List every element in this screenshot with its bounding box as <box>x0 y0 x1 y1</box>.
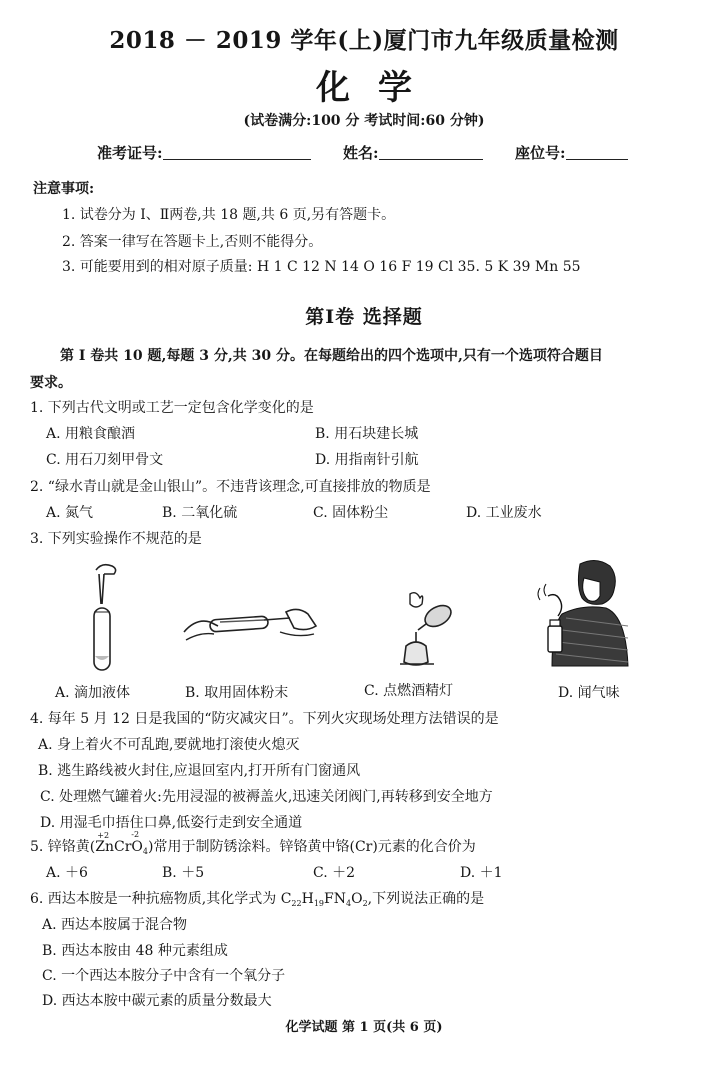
figure-taking-powder <box>180 592 320 652</box>
q3-option-d: D. 闻气味 <box>558 685 620 701</box>
section-title: 第Ⅰ卷 选择题 <box>305 306 423 328</box>
q6-formula-o-count: 2 <box>362 899 368 908</box>
q2-option-d: D. 工业废水 <box>466 505 542 521</box>
figure-dropping-liquid <box>80 560 130 680</box>
q5-option-b: B. ＋5 <box>162 865 205 881</box>
q2-option-a: A. 氮气 <box>46 505 94 521</box>
q4-option-b: B. 逃生路线被火封住,应退回室内,打开所有门窗通风 <box>38 763 361 779</box>
exam-title: 2018 － 2019 学年(上)厦门市九年级质量检测 <box>109 27 619 54</box>
page-footer: 化学试题 第 1 页(共 6 页) <box>285 1020 443 1035</box>
q5-option-c: C. ＋2 <box>313 865 356 881</box>
q4-option-c: C. 处理燃气罐着火:先用浸湿的被褥盖火,迅速关闭阀门,再转移到安全地方 <box>40 789 493 805</box>
name-label: 姓名: <box>343 144 379 162</box>
q5-stem-post: )常用于制防锈涂料。锌铬黄中铬(Cr)元素的化合价为 <box>148 839 476 855</box>
figure-smelling-gas <box>532 556 632 672</box>
q6-formula-h-count: 19 <box>313 899 325 908</box>
subject-char-2: 学 <box>378 68 412 108</box>
q4-option-a: A. 身上着火不可乱跑,要就地打滚使火熄灭 <box>38 737 300 753</box>
question-1-stem: 1. 下列古代文明或工艺一定包含化学变化的是 <box>30 400 314 416</box>
q6-option-b: B. 西达本胺由 48 种元素组成 <box>42 943 228 959</box>
q5-formula-text: ZnCrO <box>95 839 143 855</box>
name-field <box>379 145 483 160</box>
q6-formula-n-count: 4 <box>345 899 352 908</box>
q1-option-d: D. 用指南针引航 <box>315 452 419 468</box>
question-3-stem: 3. 下列实验操作不规范的是 <box>30 531 202 547</box>
q6-option-d: D. 西达本胺中碳元素的质量分数最大 <box>42 993 272 1009</box>
q2-option-c: C. 固体粉尘 <box>313 505 389 521</box>
question-5-stem <box>30 830 476 856</box>
notice-item: 1. 试卷分为 Ⅰ、Ⅱ两卷,共 18 题,共 6 页,另有答题卡。 <box>62 207 396 223</box>
subject-title <box>0 60 728 109</box>
q6-stem-pre: 6. 西达本胺是一种抗癌物质,其化学式为 C <box>30 891 292 907</box>
question-2-stem: 2. “绿水青山就是金山银山”。不违背该理念,可直接排放的物质是 <box>30 479 431 495</box>
exam-meta: (试卷满分:100 分 考试时间:60 分钟) <box>243 113 485 129</box>
q6-formula-c: 22 <box>291 899 302 908</box>
exam-no-label: 准考证号: <box>97 144 163 162</box>
q4-option-d: D. 用湿毛巾捂住口鼻,低姿行走到安全通道 <box>40 815 303 831</box>
q6-option-c: C. 一个西达本胺分子中含有一个氧分子 <box>42 968 286 984</box>
question-4-stem: 4. 每年 5 月 12 日是我国的“防灾减灾日”。下列火灾现场处理方法错误的是 <box>30 711 499 727</box>
q1-option-c: C. 用石刀刻甲骨文 <box>46 452 164 468</box>
q1-option-a: A. 用粮食酿酒 <box>46 426 136 442</box>
q5-mark-o: -2 <box>131 830 140 839</box>
q5-formula <box>95 830 149 856</box>
info-line <box>97 142 628 163</box>
q6-option-a: A. 西达本胺属于混合物 <box>42 917 188 933</box>
q2-option-b: B. 二氧化硫 <box>162 505 238 521</box>
subject-char-1: 化 <box>316 68 350 108</box>
q3-option-c: C. 点燃酒精灯 <box>364 683 454 699</box>
q5-formula-sub: 4 <box>142 847 149 856</box>
question-6-stem <box>30 888 484 908</box>
q6-stem-post: ,下列说法正确的是 <box>367 891 485 907</box>
seat-field <box>566 145 628 160</box>
q3-option-b: B. 取用固体粉末 <box>185 685 289 701</box>
section-instruction-cont: 要求。 <box>30 375 72 391</box>
q6-formula-fn: FN <box>324 891 346 907</box>
notice-item: 2. 答案一律写在答题卡上,否则不能得分。 <box>62 234 323 250</box>
q5-stem-pre: 5. 锌铬黄( <box>30 839 96 855</box>
q3-option-a: A. 滴加液体 <box>55 685 131 701</box>
q5-option-d: D. ＋1 <box>460 865 503 881</box>
q6-formula-h: H <box>301 891 314 907</box>
q5-mark-zn: +2 <box>97 831 110 840</box>
q1-option-b: B. 用石块建长城 <box>315 426 419 442</box>
figure-lighting-lamp <box>396 590 460 670</box>
q5-option-a: A. ＋6 <box>46 865 88 881</box>
notice-title: 注意事项: <box>33 181 95 197</box>
section-instruction: 第 Ⅰ 卷共 10 题,每题 3 分,共 30 分。在每题给出的四个选项中,只有一个选项符合题目 <box>60 348 603 364</box>
exam-no-field <box>163 145 311 160</box>
seat-label: 座位号: <box>515 144 566 162</box>
q6-formula-o: O <box>351 891 363 907</box>
notice-item: 3. 可能要用到的相对原子质量: H 1 C 12 N 14 O 16 F 19 Cl 35. 5 K 39 Mn 55 <box>62 259 581 275</box>
